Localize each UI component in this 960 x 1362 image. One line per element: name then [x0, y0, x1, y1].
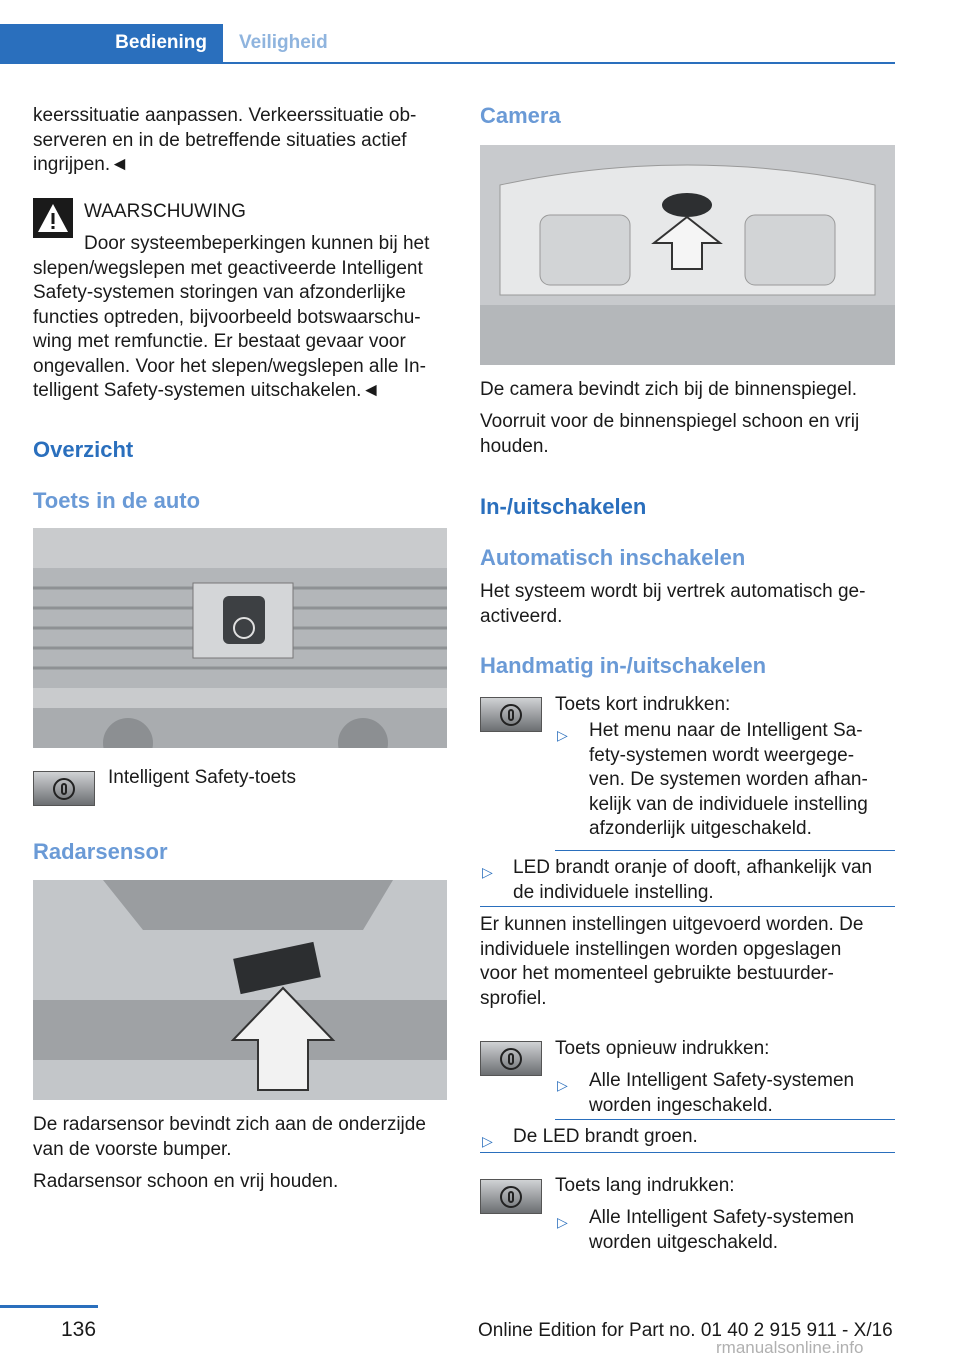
heading-in-uitschakelen: In-/uitschakelen: [480, 494, 647, 519]
intro-line: serveren en in de betreffende situaties actief: [33, 129, 407, 151]
heading-toets-in-de-auto: Toets in de auto: [33, 488, 201, 513]
bullet-line: worden uitgeschakeld.: [589, 1231, 779, 1253]
warning-line: wing met remfunctie. Er bestaat gevaar voor: [33, 331, 406, 352]
safety-button-icon: [33, 771, 95, 806]
heading-radarsensor: Radarsensor: [33, 839, 168, 864]
divider: [480, 1152, 895, 1153]
radar-location-text: [33, 1113, 453, 1162]
led-orange-bullet: [513, 856, 903, 905]
bullet-line: ven. De systemen worden afhan-: [589, 769, 868, 790]
heading-handmatig: Handmatig in-/uitschakelen: [480, 653, 767, 678]
bullet-arrow-icon: ▷: [557, 727, 568, 743]
camera-image: [480, 145, 895, 365]
auto-line: Het systeem wordt bij vertrek automatisch ge-: [480, 581, 866, 602]
safety-button-icon: [480, 1041, 542, 1076]
bullet-arrow-icon: ▷: [557, 1077, 568, 1093]
divider: [555, 1119, 895, 1120]
button-label: Intelligent Safety-toets: [108, 767, 296, 788]
intro-line: keerssituatie aanpassen. Verkeerssituatie ob-: [33, 105, 417, 126]
press-again-text: Toets opnieuw indrukken:: [555, 1038, 770, 1059]
edition-text: Online Edition for Part no. 01 40 2 915 911 - X/16: [478, 1320, 893, 1341]
watermark: rmanualsonline.info: [716, 1338, 864, 1357]
tab-bediening[interactable]: Bediening: [0, 24, 223, 62]
footer-rule: [0, 1305, 98, 1308]
safety-button-icon: [480, 1179, 542, 1214]
auto-line: activeerd.: [480, 605, 563, 627]
settings-line: sprofiel.: [480, 987, 547, 1009]
bullet-line: worden ingeschakeld.: [589, 1094, 773, 1116]
press-again-bullet: [589, 1069, 899, 1118]
bullet-line: Alle Intelligent Safety-systemen: [589, 1207, 855, 1228]
intro-line: ingrijpen.◄: [33, 154, 129, 175]
press-long-bullet: [589, 1206, 899, 1255]
heading-automatisch: Automatisch inschakelen: [480, 545, 746, 570]
warning-title: WAARSCHUWING: [84, 201, 246, 222]
press-short-bullet: [589, 719, 899, 842]
warning-line: functies optreden, bijvoorbeeld botswaarschu-: [33, 306, 421, 328]
heading-overzicht: Overzicht: [33, 437, 134, 462]
bullet-line: kelijk van de individuele instelling: [589, 793, 868, 815]
intro-text: [33, 104, 453, 178]
radar-line: van de voorste bumper.: [33, 1138, 232, 1160]
bullet-line: fety-systemen wordt weergege-: [589, 744, 855, 766]
press-long-text: Toets lang indrukken:: [555, 1175, 735, 1196]
camera-location-text: De camera bevindt zich bij de binnenspiegel.: [480, 379, 858, 400]
tab-veiligheid[interactable]: Veiligheid: [239, 32, 328, 53]
led-green-bullet: De LED brandt groen.: [513, 1126, 698, 1147]
camera-clean-text: [480, 410, 900, 459]
bullet-line: Alle Intelligent Safety-systemen: [589, 1070, 855, 1091]
heading-camera: Camera: [480, 103, 561, 128]
bullet-line: de individuele instelling.: [513, 881, 714, 903]
dashboard-button-image: [33, 528, 447, 748]
settings-line: voor het momenteel gebruikte bestuurder-: [480, 963, 834, 984]
warning-line: telligent Safety-systemen uitschakelen.◄: [33, 380, 381, 401]
divider: [480, 906, 895, 907]
camera-line: Voorruit voor de binnenspiegel schoon en vrij: [480, 411, 860, 432]
settings-line: individuele instellingen worden opgeslagen: [480, 938, 842, 960]
camera-line: houden.: [480, 435, 549, 457]
radar-clean-text: Radarsensor schoon en vrij houden.: [33, 1171, 339, 1192]
header-tabs: [0, 24, 895, 64]
page-number: 136: [61, 1318, 97, 1341]
auto-text: [480, 580, 900, 629]
settings-line: Er kunnen instellingen uitgevoerd worden. De: [480, 914, 864, 935]
safety-button-icon: [480, 697, 542, 732]
radar-line: De radarsensor bevindt zich aan de onderzijde: [33, 1114, 426, 1135]
warning-line: Door systeembeperkingen kunnen bij het: [84, 233, 430, 254]
bullet-line: afzonderlijk uitgeschakeld.: [589, 818, 812, 839]
settings-text: [480, 913, 900, 1011]
warning-text: [33, 232, 453, 404]
bullet-arrow-icon: ▷: [557, 1214, 568, 1230]
press-short-text: Toets kort indrukken:: [555, 694, 731, 715]
divider: [555, 850, 895, 851]
warning-line: slepen/wegslepen met geactiveerde Intelligent: [33, 257, 423, 279]
bullet-arrow-icon: ▷: [482, 1133, 493, 1149]
warning-line: Safety-systemen storingen van afzonderlijke: [33, 282, 406, 303]
bullet-arrow-icon: ▷: [482, 864, 493, 880]
bullet-line: LED brandt oranje of dooft, afhankelijk van: [513, 857, 873, 878]
warning-line: ongevallen. Voor het slepen/wegslepen alle In-: [33, 355, 426, 377]
radar-sensor-image: [33, 880, 447, 1100]
bullet-line: Het menu naar de Intelligent Sa-: [589, 720, 863, 741]
